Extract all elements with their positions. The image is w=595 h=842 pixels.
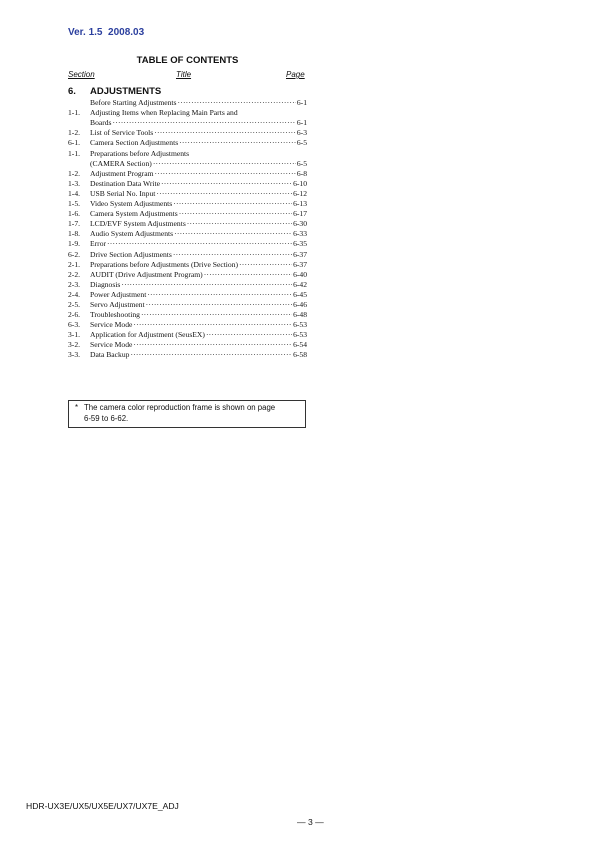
toc-entry-title: Adjustment Program bbox=[90, 168, 154, 178]
toc-entry[interactable] bbox=[68, 280, 307, 290]
toc-entry[interactable] bbox=[68, 189, 307, 199]
toc-entry-title: Diagnosis bbox=[90, 279, 121, 289]
toc-leader-dots bbox=[173, 250, 292, 260]
toc-entry-number: 1-1. bbox=[68, 108, 81, 118]
column-header-title: Title bbox=[176, 70, 192, 79]
toc-leader-dots bbox=[177, 98, 295, 108]
toc-entry-title: LCD/EVF System Adjustments bbox=[90, 219, 186, 229]
toc-entry-title: USB Serial No. Input bbox=[90, 188, 156, 198]
toc-entry-number: 1-7. bbox=[68, 219, 81, 229]
toc-leader-dots bbox=[154, 128, 296, 138]
toc-leader-dots bbox=[179, 138, 296, 148]
toc-entry-page: 6-13 bbox=[293, 199, 307, 209]
model-number: HDR-UX3E/UX5/UX5E/UX7/UX7E_ADJ bbox=[26, 801, 179, 811]
toc-entry-number: 2-6. bbox=[68, 310, 81, 320]
toc-leader-dots bbox=[130, 350, 292, 360]
toc-entry-page: 6-5 bbox=[296, 138, 307, 148]
toc-entry-number: 2-1. bbox=[68, 259, 81, 269]
toc-leader-dots bbox=[156, 189, 292, 199]
toc-entry-page: 6-48 bbox=[293, 310, 307, 320]
toc-entry-page: 6-1 bbox=[296, 98, 307, 108]
toc-entry-number: 3-3. bbox=[68, 350, 81, 360]
toc-entry-page: 6-5 bbox=[296, 158, 307, 168]
toc-leader-dots bbox=[107, 239, 292, 249]
toc-entry-page: 6-35 bbox=[293, 239, 307, 249]
toc-entry-title: Preparations before Adjustments bbox=[90, 148, 190, 158]
column-header-section: Section bbox=[68, 70, 95, 79]
toc-entry-number: 1-2. bbox=[68, 128, 81, 138]
toc-entry-number: 1-5. bbox=[68, 199, 81, 209]
toc-entry-page: 6-33 bbox=[293, 229, 307, 239]
note-asterisk: * bbox=[75, 403, 79, 412]
toc-entry-title: Audio System Adjustments bbox=[90, 229, 174, 239]
toc-entry-title: Camera Section Adjustments bbox=[90, 138, 179, 148]
toc-entry-number: 6-1. bbox=[68, 138, 81, 148]
toc-leader-dots bbox=[204, 270, 292, 280]
toc-entry-page: 6-42 bbox=[293, 279, 307, 289]
toc-entry-page: 6-54 bbox=[293, 340, 307, 350]
toc-leader-dots bbox=[133, 320, 292, 330]
section-heading bbox=[68, 86, 161, 97]
toc-entry-page: 6-37 bbox=[293, 249, 307, 259]
toc-entry-title: List of Service Tools bbox=[90, 128, 154, 138]
toc-entry[interactable] bbox=[68, 310, 307, 320]
toc-entry-title: Preparations before Adjustments (Drive Section) bbox=[90, 259, 239, 269]
note-line-1: The camera color reproduction frame is shown on page bbox=[84, 403, 276, 412]
toc-entry-page: 6-37 bbox=[293, 259, 307, 269]
toc-leader-dots bbox=[161, 179, 292, 189]
page-number: — 3 — bbox=[297, 817, 324, 827]
toc-entry-number: 1-2. bbox=[68, 168, 81, 178]
toc-leader-dots bbox=[239, 260, 292, 270]
toc-entry-title: Servo Adjustment bbox=[90, 299, 145, 309]
toc-entry[interactable] bbox=[68, 229, 307, 239]
toc-entry-page: 6-3 bbox=[296, 128, 307, 138]
toc-entry[interactable] bbox=[68, 320, 307, 330]
toc-entry-title: AUDIT (Drive Adjustment Program) bbox=[90, 269, 203, 279]
toc-entry[interactable] bbox=[68, 209, 307, 219]
toc-entry[interactable] bbox=[68, 340, 307, 350]
toc-entry-page: 6-17 bbox=[293, 209, 307, 219]
toc-entry[interactable] bbox=[68, 350, 307, 360]
toc-entry-page: 6-10 bbox=[293, 178, 307, 188]
toc-leader-dots bbox=[113, 118, 296, 128]
toc-entry[interactable] bbox=[68, 148, 307, 158]
section-title: ADJUSTMENTS bbox=[90, 86, 162, 97]
toc-entry-page: 6-1 bbox=[296, 118, 307, 128]
toc-leader-dots bbox=[155, 169, 296, 179]
toc-entry-number: 3-2. bbox=[68, 340, 81, 350]
toc-entry-title: Power Adjustment bbox=[90, 289, 147, 299]
toc-entry-title: Service Mode bbox=[90, 340, 133, 350]
note-box bbox=[68, 400, 306, 428]
toc-entry[interactable] bbox=[68, 108, 307, 118]
toc-entry[interactable] bbox=[68, 300, 307, 310]
toc-leader-dots bbox=[187, 219, 292, 229]
toc-list bbox=[68, 98, 307, 360]
toc-entry-page: 6-53 bbox=[293, 330, 307, 340]
toc-entry-number: 1-8. bbox=[68, 229, 81, 239]
toc-entry-title: Service Mode bbox=[90, 320, 133, 330]
toc-entry[interactable] bbox=[68, 290, 307, 300]
toc-leader-dots bbox=[121, 280, 292, 290]
toc-leader-dots bbox=[173, 199, 292, 209]
toc-entry[interactable] bbox=[68, 98, 307, 108]
toc-entry[interactable] bbox=[68, 179, 307, 189]
toc-leader-dots bbox=[179, 209, 292, 219]
toc-entry[interactable] bbox=[68, 199, 307, 209]
toc-entry-title: Camera System Adjustments bbox=[90, 209, 178, 219]
toc-entry-page: 6-12 bbox=[293, 188, 307, 198]
toc-entry-title: Error bbox=[90, 239, 107, 249]
toc-leader-dots bbox=[146, 300, 292, 310]
toc-entry-number: 2-3. bbox=[68, 279, 81, 289]
toc-entry-number: 1-3. bbox=[68, 178, 81, 188]
toc-entry[interactable] bbox=[68, 219, 307, 229]
toc-entry[interactable] bbox=[68, 118, 307, 128]
toc-title: TABLE OF CONTENTS bbox=[136, 55, 239, 66]
note-line-2: 6-59 to 6-62. bbox=[84, 413, 129, 423]
toc-entry-number: 1-4. bbox=[68, 188, 81, 198]
toc-entry[interactable] bbox=[68, 260, 307, 270]
toc-entry-number: 1-1. bbox=[68, 148, 81, 158]
toc-entry-title: Application for Adjustment (SeusEX) bbox=[90, 330, 205, 340]
toc-entry[interactable] bbox=[68, 270, 307, 280]
toc-leader-dots bbox=[153, 159, 296, 169]
toc-entry-number: 2-5. bbox=[68, 299, 81, 309]
toc-leader-dots bbox=[206, 330, 292, 340]
toc-entry[interactable] bbox=[68, 128, 307, 138]
toc-entry-number: 3-1. bbox=[68, 330, 81, 340]
toc-entry-number: 2-4. bbox=[68, 289, 81, 299]
toc-entry-page: 6-8 bbox=[296, 168, 307, 178]
toc-entry-page: 6-40 bbox=[293, 269, 307, 279]
toc-entry-page: 6-58 bbox=[293, 350, 307, 360]
toc-leader-dots bbox=[141, 310, 292, 320]
toc-entry-page: 6-46 bbox=[293, 299, 307, 309]
toc-entry-number: 6-2. bbox=[68, 249, 81, 259]
toc-leader-dots bbox=[133, 340, 292, 350]
toc-entry-number: 2-2. bbox=[68, 269, 81, 279]
toc-entry-page: 6-30 bbox=[293, 219, 307, 229]
toc-entry[interactable] bbox=[68, 159, 307, 169]
toc-entry-page: 6-45 bbox=[293, 289, 307, 299]
toc-entry-number: 1-9. bbox=[68, 239, 81, 249]
toc-entry[interactable] bbox=[68, 169, 307, 179]
toc-entry-title: Troubleshooting bbox=[90, 310, 140, 320]
section-number: 6. bbox=[68, 86, 76, 97]
toc-entry-title: Boards bbox=[90, 118, 112, 128]
column-header-page: Page bbox=[286, 70, 305, 79]
toc-entry-title: Data Backup bbox=[90, 350, 130, 360]
toc-entry[interactable] bbox=[68, 138, 307, 148]
toc-entry-title: (CAMERA Section) bbox=[90, 158, 152, 168]
toc-entry-title: Drive Section Adjustments bbox=[90, 249, 172, 259]
toc-entry-title: Before Starting Adjustments bbox=[90, 98, 177, 108]
toc-entry[interactable] bbox=[68, 330, 307, 340]
toc-leader-dots bbox=[174, 229, 292, 239]
toc-entry-number: 1-6. bbox=[68, 209, 81, 219]
version-label: Ver. 1.5 2008.03 bbox=[68, 27, 145, 38]
toc-entry-page: 6-53 bbox=[293, 320, 307, 330]
toc-entry-number: 6-3. bbox=[68, 320, 81, 330]
toc-entry-title: Adjusting Items when Replacing Main Parts and bbox=[90, 108, 238, 118]
toc-entry-title: Destination Data Write bbox=[90, 178, 160, 188]
toc-entry[interactable] bbox=[68, 249, 307, 259]
toc-leader-dots bbox=[147, 290, 292, 300]
toc-entry-title: Video System Adjustments bbox=[90, 199, 173, 209]
toc-entry[interactable] bbox=[68, 239, 307, 249]
